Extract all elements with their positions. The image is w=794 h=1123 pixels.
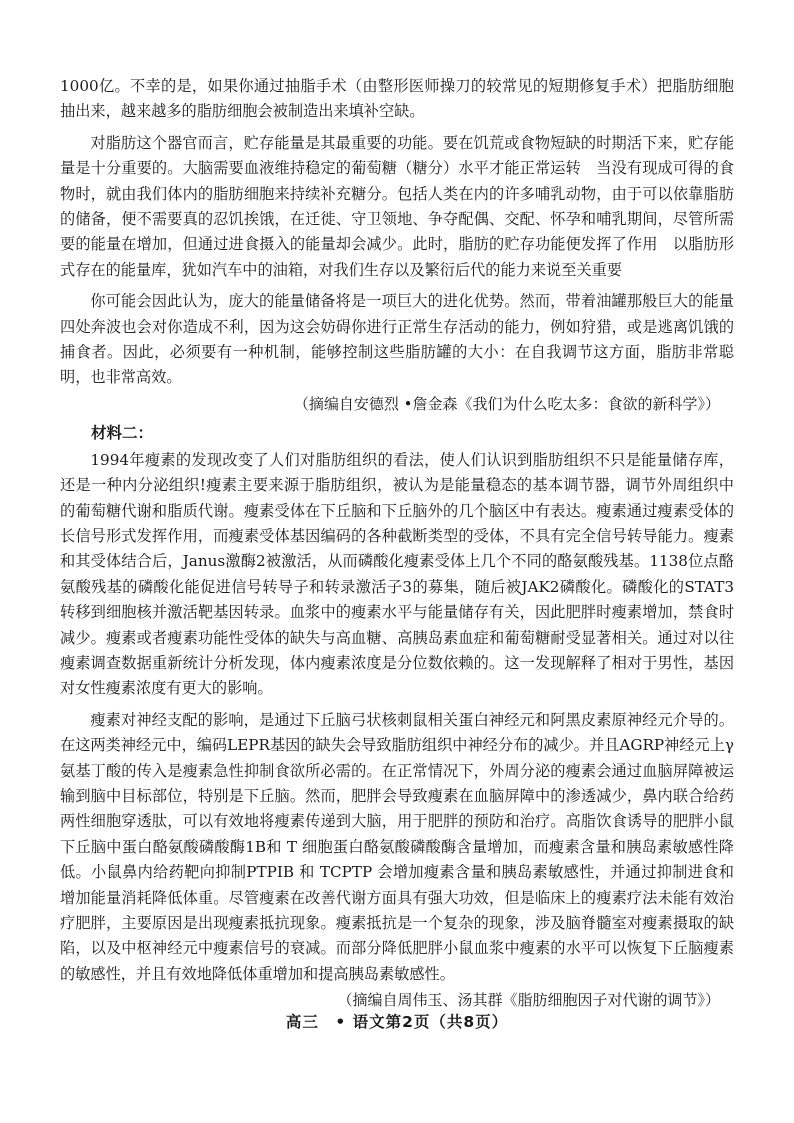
body-text bbox=[60, 74, 734, 1014]
material2-paragraph-2: 瘦素对神经支配的影响，是通过下丘脑弓状核刺鼠相关蛋白神经元和阿黑皮素原神经元介导的。在这两类神经元中，编码LEPR基因的缺失会导致脂肪组织中神经分布的减少。并且AGRP神经元上γ氨基丁酸的传入是瘦素急性抑制食欲所必需的。在正常情况下，外周分泌的瘦素会通过血脑屏障被运输到脑中目标部位，特别是下丘脑。然而，肥胖会导致瘦素在血脑屏障中的渗透减少，鼻内联合给药两性细胞穿透肽，可以有效地将瘦素传递到大脑，用于肥胖的预防和治疗。高脂饮食诱导的肥胖小鼠下丘脑中蛋白酪氨酸磷酸酶1B和 T 细胞蛋白酪氨酸磷酸酶含量增加，而瘦素含量和胰岛素敏感性降低。小鼠鼻内给药靶向抑制PTPIB 和 TCPTP 会增加瘦素含量和胰岛素敏感性，并通过抑制进食和增加能量消耗降低体重。尽管瘦素在改善代谢方面具有强大功效，但是临床上的瘦素疗法未能有效治疗肥胖，主要原因是出现瘦素抵抗现象。瘦素抵抗是一个复杂的现象，涉及脑脊髓室对瘦素摄取的缺陷，以及中枢神经元中瘦素信号的衰减。而部分降低肥胖小鼠血浆中瘦素的水平可以恢复下丘脑瘦素的敏感性，并且有效地降低体重增加和提高胰岛素敏感性。 bbox=[60, 710, 734, 983]
material1-paragraph-1: 1000亿。不幸的是，如果你通过抽脂手术（由整形医师操刀的较常见的短期修复手术）把脂肪细胞抽出来，越来越多的脂肪细胞会被制造出来填补空缺。 bbox=[60, 77, 734, 121]
page-footer: 高三 • 语文第2页（共8页） bbox=[285, 1013, 509, 1031]
material1-paragraph-3: 你可能会因此认为，庞大的能量储备将是一项巨大的进化优势。然而，带着油罐那般巨大的能量四处奔波也会对你造成不利，因为这会妨碍你进行正常生存活动的能力，例如狩猎，或是逃离饥饿的捕食者。因此，必须要有一种机制，能够控制这些脂肪罐的大小：在自我调节这方面，脂肪非常聪明，也非常高效。 bbox=[60, 292, 734, 387]
material2-heading: 材料二： bbox=[91, 424, 154, 443]
material2-paragraph-1: 1994年瘦素的发现改变了人们对脂肪组织的看法，使人们认识到脂肪组织不只是能量储存库，还是一种内分泌组织!瘦素主要来源于脂肪组织，被认为是能量稳态的基本调节器，调节外周组织中的葡萄糖代谢和脂质代谢。瘦素受体在下丘脑和下丘脑外的几个脑区中有表达。瘦素通过瘦素受体的长信号形式发挥作用，而瘦素受体基因编码的各种截断类型的受体，不具有完全信号转导能力。瘦素和其受体结合后，Janus激酶2被激活，从而磷酸化瘦素受体上几个不同的酪氨酸残基。1138位点酪氨酸残基的磷酸化能促进信号转导子和转录激活子3的募集，随后被JAK2磷酸化。磷酸化的STAT3转移到细胞核并激活靶基因转录。血浆中的瘦素水平与能量储存有关，因此肥胖时瘦素增加，禁食时减少。瘦素或者瘦素功能性受体的缺失与高血糖、高胰岛素血症和葡萄糖耐受显著相关。通过对以往瘦素调查数据重新统计分析发现，体内瘦素浓度是分位数依赖的。这一发现解释了相对于男性，基因对女性瘦素浓度有更大的影响。 bbox=[60, 450, 734, 698]
material1-source: （摘编自安德烈 •詹金森《我们为什么吃太多：食欲的新科学》） bbox=[293, 394, 720, 413]
material1-paragraph-2: 对脂肪这个器官而言，贮存能量是其最重要的功能。要在饥荒或食物短缺的时期活下来，贮存能量是十分重要的。大脑需要血液维持稳定的葡萄糖（糖分）水平才能正常运转 当没有现成可得的食物时，就由我们体内的脂肪细胞来持续补充糖分。包括人类在内的许多哺乳动物，由于可以依靠脂肪的储备，便不需要真的忍饥挨饿，在迁徙、守卫领地、争夺配偶、交配、怀孕和哺乳期间，尽管所需要的能量在增加，但通过进食摄入的能量却会减少。此时，脂肪的贮存功能便发挥了作用 以脂肪形式存在的能量库，犹如汽车中的油箱，对我们生存以及繁衍后代的能力来说至关重要 bbox=[60, 133, 734, 279]
material2-source: （摘编自周伟玉、汤其群《脂肪细胞因子对代谢的调节》） bbox=[337, 991, 720, 1010]
